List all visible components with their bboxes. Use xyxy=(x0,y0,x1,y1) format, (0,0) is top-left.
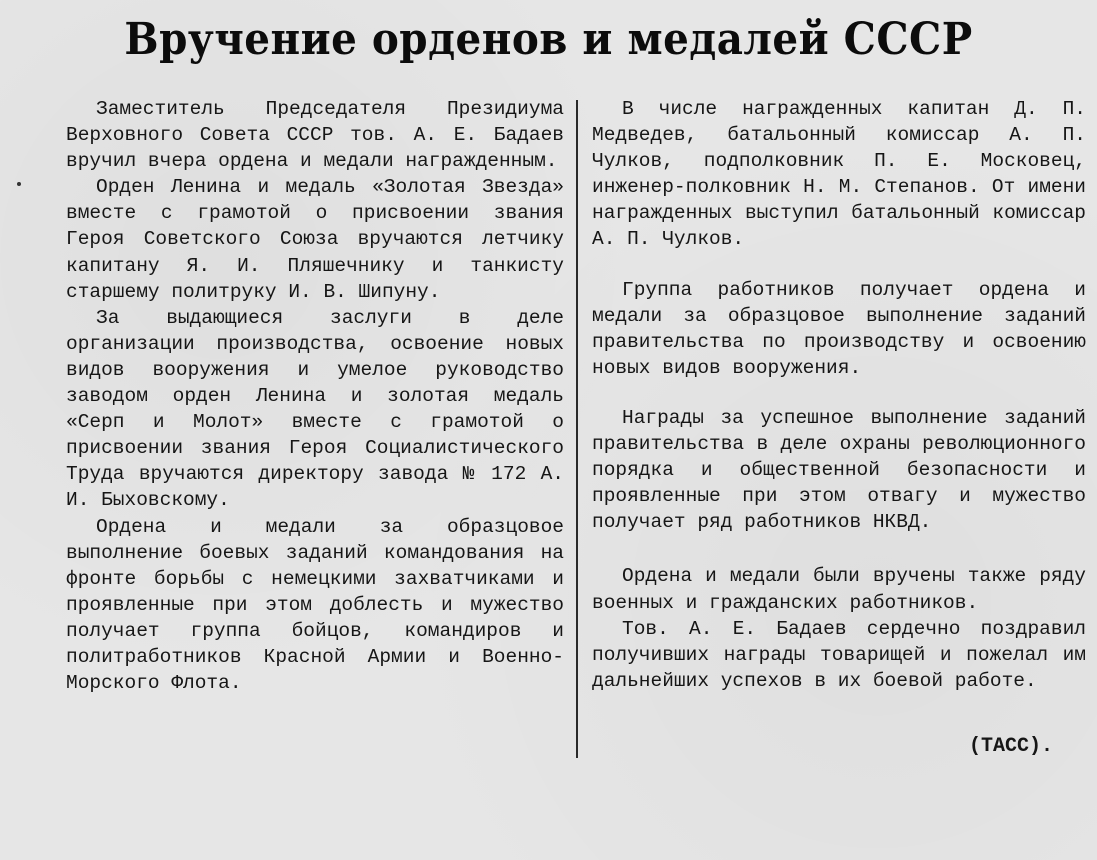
paragraph-hero-soviet-union: Орден Ленина и медаль «Золотая Звезда» вместе с грамотой о присвоении звания Героя Советского Союза вручаются летчику капитану Я. И. Пляшечнику и танкисту старшему политруку И. В. Шипуну. xyxy=(66,176,564,303)
paragraph-hero-socialist-labor: За выдающиеся заслуги в деле организации производства, освоение новых видов вооружения и умелое руководство заводом орден Ленина и золотая медаль «Серп и Молот» вместе с грамотой о присвоении звания Героя Социалистического Труда вручаются директору завода № 172 А. И. Быховскому. xyxy=(66,306,564,512)
left-column xyxy=(66,96,564,696)
paragraph-combat-awards: Ордена и медали за образцовое выполнение боевых заданий командования на фронте борьбы с немецкими захватчиками и проявленные при этом доблесть и мужество получает группа бойцов, командиров и политработников Красной Армии и Военно-Морского Флота. xyxy=(66,515,564,695)
paragraph-awardees-list: В числе награжденных капитан Д. П. Медведев, батальонный комиссар А. П. Чулков, подполковник П. Е. Московец, инженер-полковник Н. М. Степанов. От имени награжденных выступил батальонный комиссар А. П. Чулков. xyxy=(592,98,1086,251)
print-speck xyxy=(17,182,21,186)
paragraph-workers-awards: Группа работников получает ордена и медали за образцовое выполнение заданий правительства по производству и освоению новых видов вооружения. xyxy=(592,278,1086,379)
headline: Вручение орденов и медалей СССР xyxy=(124,14,973,65)
paragraph-intro: Заместитель Председателя Президиума Верховного Совета СССР тов. А. Е. Бадаев вручил вчера ордена и медали награжденным. xyxy=(66,98,564,173)
column-divider xyxy=(576,100,578,758)
paragraph-other-awards: Ордена и медали были вручены также ряду военных и гражданских работников. xyxy=(592,565,1086,614)
paragraph-congratulations: Тов. А. Е. Бадаев сердечно поздравил получивших награды товарищей и пожелал им дальнейших успехов в их боевой работе. xyxy=(592,617,1086,692)
right-column xyxy=(592,96,1086,694)
signature: (ТАСС). xyxy=(968,735,1053,758)
paragraph-nkvd-awards: Награды за успешное выполнение заданий правительства в деле охраны революционного порядка и общественной безопасности и проявленные при этом отвагу и мужество получает ряд работников НКВД. xyxy=(592,406,1086,534)
